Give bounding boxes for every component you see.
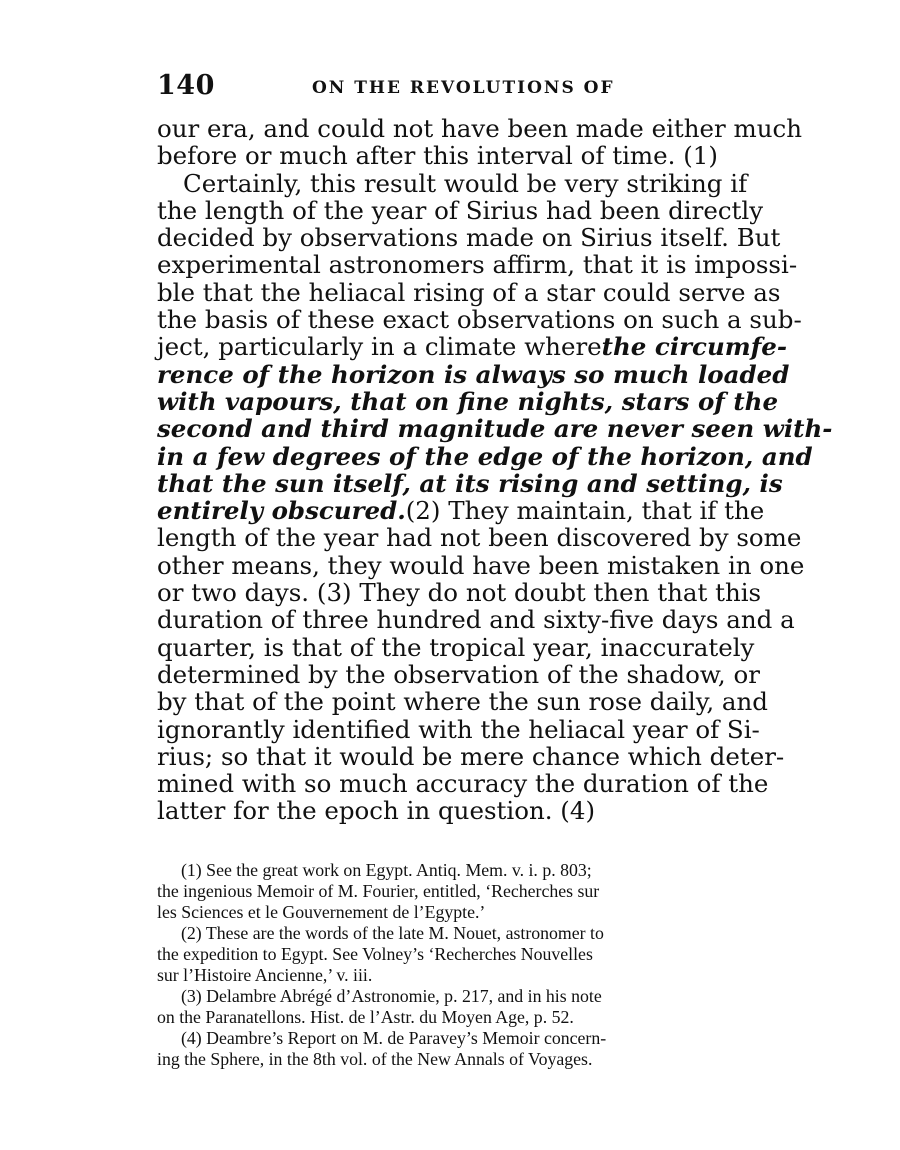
- text-line: mined with so much accuracy the duration of the: [157, 769, 769, 799]
- footnote-start-line: (3) Delambre Abrégé d’Astronomie, p. 217, and in his note: [181, 986, 602, 1006]
- footnote-line: ing the Sphere, in the 8th vol. of the New Annals of Voyages.: [157, 1049, 593, 1069]
- running-head: ON THE REVOLUTIONS OF: [312, 78, 615, 98]
- page-number: 140: [157, 70, 215, 101]
- text-line: decided by observations made on Sirius itself. But: [157, 223, 781, 253]
- paragraph-start-line: Certainly, this result would be very striking if: [183, 168, 748, 198]
- footnotes: [157, 860, 742, 1070]
- italic-quote: the circumfe-: [601, 332, 788, 362]
- footnote-line: the ingenious Memoir of M. Fourier, entitled, ‘Recherches sur: [157, 881, 600, 901]
- footnote-start-line: (2) These are the words of the late M. Nouet, astronomer to: [181, 923, 604, 943]
- text-line: entirely obscured. (2) They maintain, that if the: [157, 496, 765, 526]
- italic-quote-line: that the sun itself, at its rising and setting, is: [157, 468, 783, 498]
- text-line: rius; so that it would be mere chance which deter-: [157, 741, 785, 771]
- footnote-line: les Sciences et le Gouvernement de l’Egypte.’: [157, 902, 486, 922]
- footnote-start-line: (1) See the great work on Egypt. Antiq. Mem. v. i. p. 803;: [181, 860, 592, 880]
- page-header: [157, 70, 742, 106]
- text-line: quarter, is that of the tropical year, inaccurately: [157, 632, 755, 662]
- text-line: our era, and could not have been made either much: [157, 114, 803, 143]
- text-line: other means, they would have been mistaken in one: [157, 550, 805, 580]
- text-line: length of the year had not been discovered by some: [157, 523, 802, 553]
- text-line: duration of three hundred and sixty-five days and a: [157, 605, 795, 635]
- footnote-start-line: (4) Deambre’s Report on M. de Paravey’s Memoir concern-: [181, 1028, 607, 1048]
- text-line: latter for the epoch in question. (4): [157, 796, 596, 826]
- italic-quote-line: with vapours, that on fine nights, stars of the: [157, 386, 779, 416]
- text-line: the length of the year of Sirius had been directly: [157, 195, 764, 225]
- text-line: before or much after this interval of time. (1): [157, 141, 718, 171]
- text-line: ble that the heliacal rising of a star could serve as: [157, 277, 781, 307]
- text-line: ignorantly identified with the heliacal year of Si-: [157, 714, 760, 744]
- italic-quote-line: second and third magnitude are never seen with-: [157, 414, 833, 444]
- text-line: experimental astronomers affirm, that it is impossi-: [157, 250, 798, 280]
- text-line: ject, particularly in a climate where the circumfe-: [157, 332, 788, 362]
- text-line: or two days. (3) They do not doubt then that this: [157, 578, 762, 608]
- footnote-line: the expedition to Egypt. See Volney’s ‘Recherches Nouvelles: [157, 944, 593, 964]
- text-line: determined by the observation of the shadow, or: [157, 659, 760, 689]
- italic-quote-line: rence of the horizon is always so much loaded: [157, 359, 790, 389]
- text-line: the basis of these exact observations on such a sub-: [157, 305, 802, 335]
- italic-quote-line: in a few degrees of the edge of the horizon, and: [157, 441, 813, 471]
- main-text: [157, 114, 833, 826]
- footnote-line: sur l’Histoire Ancienne,’ v. iii.: [157, 965, 373, 985]
- italic-quote: entirely obscured.: [157, 496, 406, 526]
- footnote-line: on the Paranatellons. Hist. de l’Astr. du Moyen Age, p. 52.: [157, 1007, 574, 1027]
- text-line: by that of the point where the sun rose daily, and: [157, 687, 768, 717]
